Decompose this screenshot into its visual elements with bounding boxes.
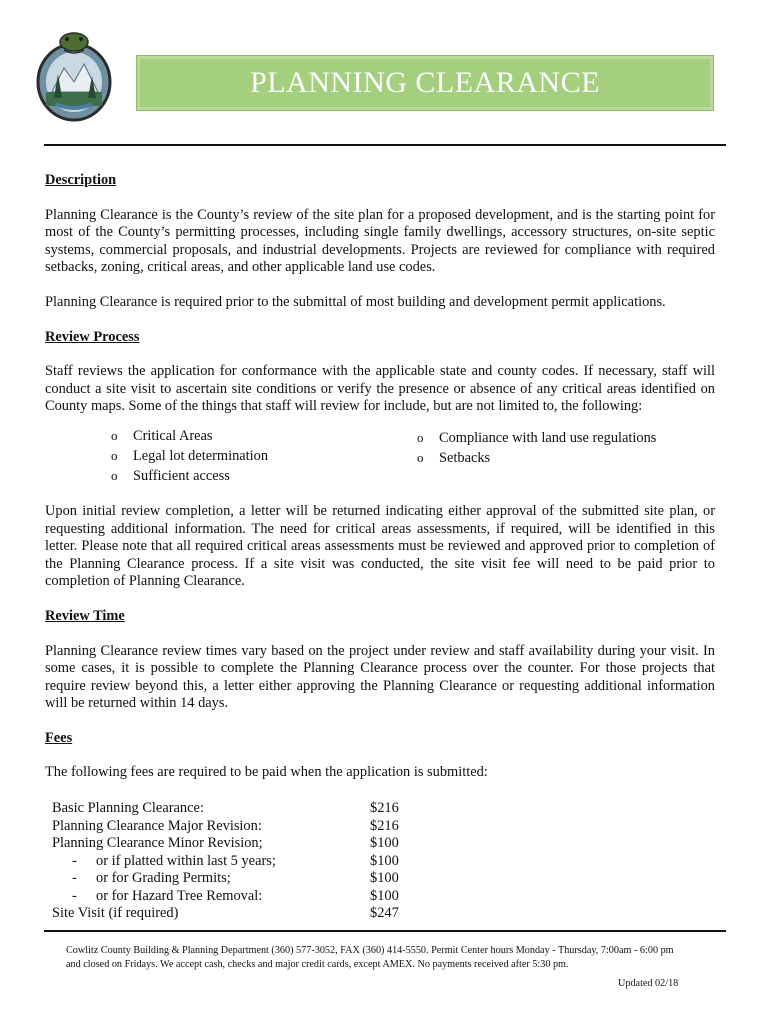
list-item: o Sufficient access [111, 467, 230, 484]
bullet-marker: o [111, 447, 118, 463]
sub-item-dash: - [72, 852, 77, 869]
table-row: - or if platted within last 5 years; $100 [72, 852, 399, 869]
bullet-marker: o [417, 429, 424, 445]
review-items-list [45, 426, 715, 486]
fee-amount: $216 [370, 800, 399, 817]
sub-item-dash: - [72, 870, 77, 887]
table-row: - or for Grading Permits; $100 [72, 870, 399, 887]
fees-intro: The following fees are required to be paid when the application is submitted: [45, 764, 488, 781]
review-process-heading: Review Process [45, 328, 140, 345]
header-divider [44, 144, 726, 146]
list-item: o Critical Areas [111, 427, 213, 444]
fees-table [52, 800, 399, 923]
footer-line-1: Cowlitz County Building & Planning Department (360) 577-3052, FAX (360) 414-5550. Permit Center hours Monday - Thursday, 7:00am - 6:00 pm [66, 945, 674, 956]
fee-amount: $100 [370, 835, 399, 852]
table-row: Planning Clearance Major Revision: $216 [52, 817, 399, 834]
document-body [45, 172, 715, 923]
page-title: PLANNING CLEARANCE [250, 66, 600, 99]
fee-amount: $247 [370, 905, 399, 922]
table-row: - or for Hazard Tree Removal: $100 [72, 887, 399, 904]
sub-item-dash: - [72, 887, 77, 904]
updated-date: Updated 02/18 [618, 978, 679, 989]
fee-amount: $100 [370, 852, 399, 869]
county-seal-logo [34, 30, 114, 126]
review-items-right-column [417, 428, 656, 486]
description-paragraph-2: Planning Clearance is required prior to the submittal of most building and development permit applications. [45, 293, 666, 310]
bullet-marker: o [417, 449, 424, 465]
review-process-paragraph-1: Staff reviews the application for conformance with the applicable state and county codes. If necessary, staff will conduct a site visit to ascertain site conditions or verify the presence or absence of any critical areas identified on County maps. Some of the things that staff will review for include, but are not limited to, the following: [45, 363, 715, 415]
fee-amount: $100 [370, 887, 399, 904]
review-time-heading: Review Time [45, 607, 125, 624]
bullet-marker: o [111, 427, 118, 443]
bullet-marker: o [111, 467, 118, 483]
list-item: o Legal lot determination [111, 447, 269, 464]
list-item: o Compliance with land use regulations [417, 429, 657, 446]
table-row: Planning Clearance Minor Revision; $100 [52, 835, 399, 852]
review-time-paragraph: Planning Clearance review times vary based on the project under review and staff availability during your visit. In some cases, it is possible to complete the Planning Clearance process over the counter. For those projects that require review beyond this, a letter either approving the Planning Clearance or requesting additional information will be returned within 14 days. [45, 642, 715, 712]
footer-line-2: and closed on Fridays. We accept cash, checks and major credit cards, except AMEX. No payments received after 5:30 pm. [66, 959, 569, 970]
review-process-paragraph-2: Upon initial review completion, a letter will be returned indicating either approval of the submitted site plan, or requesting additional information. The need for critical areas assessments, if required, will be identified in this letter. Please note that all required critical areas assessments must be reviewed and approved prior to completion of the Planning Clearance process. If a site visit was conducted, the site visit fee will need to be paid prior to completion of Planning Clearance. [45, 502, 715, 590]
table-row: Site Visit (if required) $247 [52, 905, 399, 922]
fee-amount: $216 [370, 817, 399, 834]
footer-contact [66, 944, 706, 972]
fee-amount: $100 [370, 870, 399, 887]
table-row: Basic Planning Clearance: $216 [52, 800, 399, 817]
list-item: o Setbacks [417, 449, 491, 466]
footer-divider [44, 930, 726, 932]
description-paragraph-1: Planning Clearance is the County’s review of the site plan for a proposed development, and is the starting point for most of the County’s permitting processes, including single family dwellings, accessory structures, on-site septic systems, commercial proposals, and industrial developments. Projects are reviewed for compliance with required setbacks, zoning, critical areas, and other applicable land use codes. [45, 206, 715, 276]
title-banner [136, 55, 714, 111]
fees-heading: Fees [45, 729, 73, 746]
description-heading: Description [45, 172, 117, 188]
review-items-left-column [111, 426, 417, 486]
